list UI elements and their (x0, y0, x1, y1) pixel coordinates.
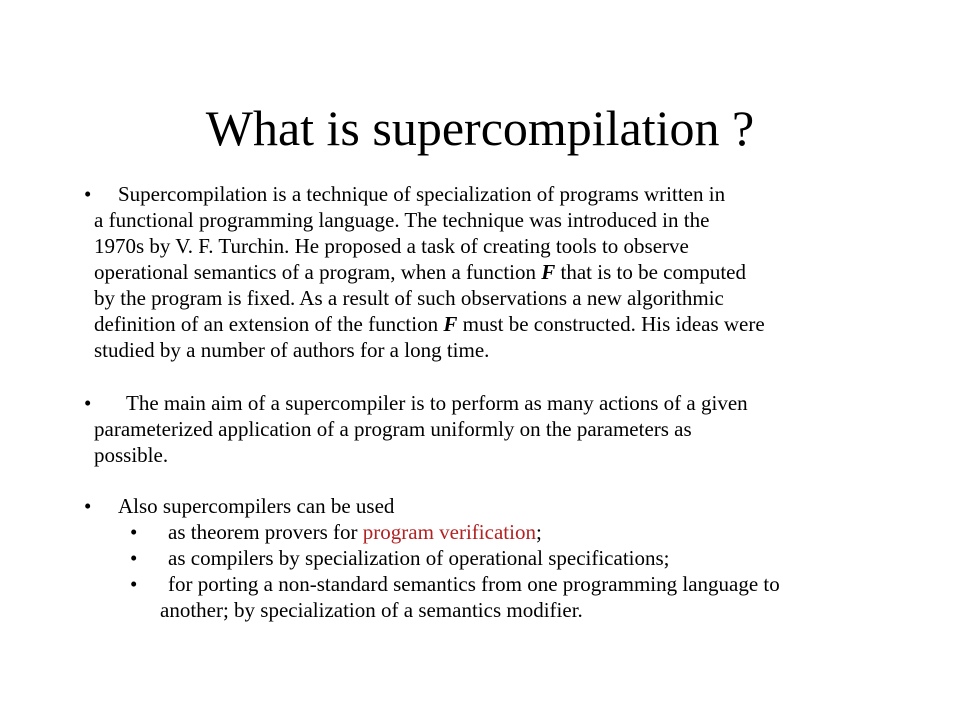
bullet2-line-1: The main aim of a supercompiler is to perform as many actions of a given (126, 391, 748, 415)
function-variable-f-2: F (443, 312, 458, 336)
bullet1-line-6 (94, 311, 765, 337)
bullet3-intro: Also supercompilers can be used (118, 494, 395, 518)
bullet2-line-3: possible. (94, 443, 169, 467)
sub-bullet-1-pre: as theorem provers for (168, 520, 363, 544)
bullet1-line-1: Supercompilation is a technique of specialization of programs written in (118, 182, 726, 206)
slide-title: What is supercompilation ? (205, 100, 755, 156)
bullet1-line-7: studied by a number of authors for a long time. (94, 338, 490, 362)
bullet-marker-3: • (84, 494, 92, 518)
bullet-marker-1: • (84, 182, 92, 206)
bullet1-line-2: a functional programming language. The technique was introduced in the (94, 208, 710, 232)
bullet1-line-3: 1970s by V. F. Turchin. He proposed a task of creating tools to observe (94, 234, 689, 258)
sub-bullet-marker-3: • (130, 572, 138, 596)
sub-bullet-3-line-2: another; by specialization of a semantics modifier. (160, 598, 583, 622)
bullet2-line-2: parameterized application of a program uniformly on the parameters as (94, 417, 692, 441)
sub-bullet-1 (168, 519, 542, 545)
bullet1-line-4-pre: operational semantics of a program, when a function (94, 260, 542, 284)
sub-bullet-1-post: ; (535, 520, 542, 544)
bullet1-line-4-post: that is to be computed (555, 260, 746, 284)
bullet1-line-6-pre: definition of an extension of the function (94, 312, 444, 336)
bullet-marker-2: • (84, 391, 92, 415)
sub-bullet-marker-1: • (130, 520, 138, 544)
bullet1-line-6-post: must be constructed. His ideas were (457, 312, 765, 336)
sub-bullet-marker-2: • (130, 546, 138, 570)
sub-bullet-2: as compilers by specialization of operational specifications; (168, 546, 670, 570)
sub-bullet-3-line-1: for porting a non-standard semantics from one programming language to (168, 572, 780, 596)
program-verification-highlight: program verification (362, 520, 536, 544)
bullet1-line-5: by the program is fixed. As a result of such observations a new algorithmic (94, 286, 724, 310)
function-variable-f: F (541, 260, 556, 284)
bullet1-line-4 (94, 259, 746, 285)
